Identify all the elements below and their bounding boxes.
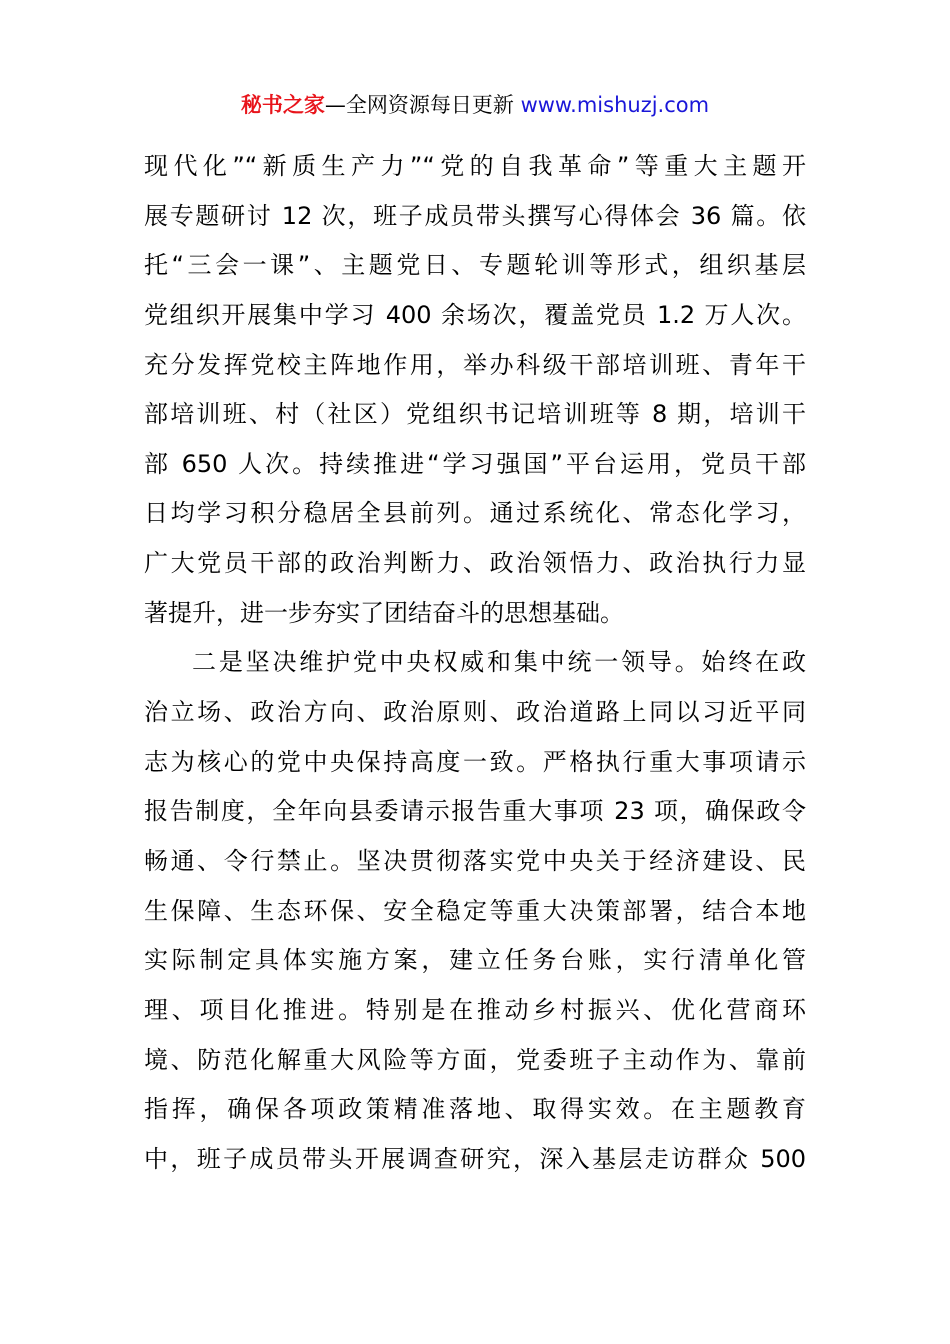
site-name: 秘书之家 bbox=[240, 93, 325, 117]
paragraph-first-line: 二是坚决维护党中央权威和集中统一领导。始终在政 bbox=[192, 648, 806, 677]
text-line: 展专题研讨 12 次，班子成员带头撰写心得体会 36 篇。依 bbox=[144, 201, 806, 230]
site-header bbox=[0, 90, 950, 120]
text-line: 部培训班、村（社区）党组织书记培训班等 8 期，培训干 bbox=[144, 400, 806, 429]
text-line: 托“三会一课”、主题党日、专题轮训等形式，组织基层 bbox=[144, 251, 806, 280]
text-line: 日均学习积分稳居全县前列。通过系统化、常态化学习， bbox=[144, 499, 806, 528]
text-line: 境、防范化解重大风险等方面，党委班子主动作为、靠前 bbox=[144, 1045, 806, 1074]
text-line: 部 650 人次。持续推进“学习强国”平台运用，党员干部 bbox=[144, 449, 806, 478]
site-url-link[interactable]: www.mishuzj.com bbox=[520, 93, 710, 117]
text-line: 广大党员干部的政治判断力、政治领悟力、政治执行力显 bbox=[144, 549, 806, 578]
text-line: 畅通、令行禁止。坚决贯彻落实党中央关于经济建设、民 bbox=[144, 846, 806, 875]
site-tagline: —全网资源每日更新 bbox=[324, 93, 521, 117]
text-line: 志为核心的党中央保持高度一致。严格执行重大事项请示 bbox=[144, 747, 806, 776]
paragraph-last-line: 著提升，进一步夯实了团结奋斗的思想基础。 bbox=[144, 598, 624, 627]
text-line: 党组织开展集中学习 400 余场次，覆盖党员 1.2 万人次。 bbox=[144, 300, 806, 329]
text-line: 治立场、政治方向、政治原则、政治道路上同以习近平同 bbox=[144, 698, 806, 727]
text-line: 报告制度，全年向县委请示报告重大事项 23 项，确保政令 bbox=[144, 797, 806, 826]
text-line: 实际制定具体实施方案，建立任务台账，实行清单化管 bbox=[144, 946, 806, 975]
text-line: 指挥，确保各项政策精准落地、取得实效。在主题教育 bbox=[144, 1095, 806, 1124]
text-line: 充分发挥党校主阵地作用，举办科级干部培训班、青年干 bbox=[144, 350, 806, 379]
document-body bbox=[144, 146, 806, 1188]
text-line: 现代化”“新质生产力”“党的自我革命”等重大主题开 bbox=[144, 152, 806, 180]
text-line: 中，班子成员带头开展调查研究，深入基层走访群众 500 bbox=[144, 1144, 806, 1173]
text-line: 理、项目化推进。特别是在推动乡村振兴、优化营商环 bbox=[144, 995, 806, 1024]
text-line: 生保障、生态环保、安全稳定等重大决策部署，结合本地 bbox=[144, 896, 806, 925]
